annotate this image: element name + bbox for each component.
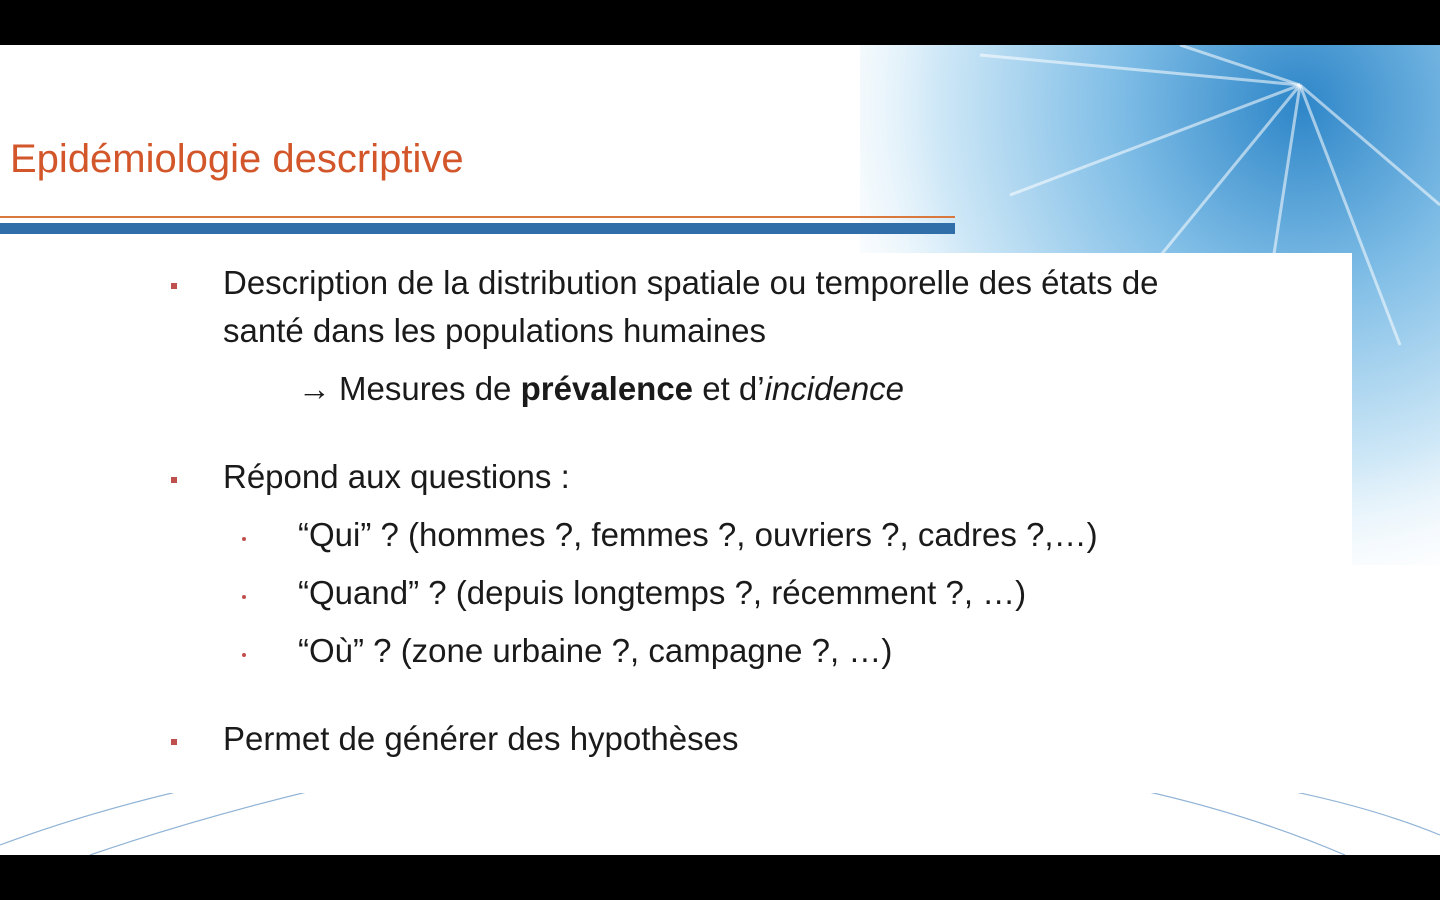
- bullet-3: Permet de générer des hypothèses: [223, 720, 739, 757]
- bullet-2: Répond aux questions :: [223, 458, 570, 495]
- slide-title: Epidémiologie descriptive: [10, 137, 464, 181]
- sub-prefix: Mesures de: [339, 370, 521, 407]
- sub-italic-term: incidence: [764, 370, 905, 407]
- letterbox-bottom: [0, 855, 1440, 900]
- sub-bold-term: prévalence: [520, 370, 694, 407]
- sub-bullet-qui: “Qui” ? (hommes ?, femmes ?, ouvriers ?, cadres ?,…): [298, 516, 1098, 553]
- sub-bullet-marker: [242, 595, 246, 599]
- sub-bullet-marker: [242, 653, 246, 657]
- sub-bullet-marker: [242, 537, 246, 541]
- bullet-marker: [171, 739, 177, 745]
- arrow-right-icon: →: [298, 370, 331, 407]
- title-rule-thick: [0, 223, 955, 234]
- bullet-1-line-2: santé dans les populations humaines: [223, 312, 767, 349]
- bullet-1-sub: [298, 365, 904, 413]
- bullet-1-line-1: Description de la distribution spatiale ou temporelle des états de: [223, 264, 1159, 301]
- bullet-marker: [171, 283, 177, 289]
- slide: [0, 45, 1440, 855]
- sub-bullet-quand: “Quand” ? (depuis longtemps ?, récemment ?, …): [298, 574, 1027, 611]
- sub-bullet-ou: “Où” ? (zone urbaine ?, campagne ?, …): [298, 632, 893, 669]
- letterbox-top: [0, 0, 1440, 45]
- sub-middle: et d’: [693, 370, 765, 407]
- bullet-marker: [171, 477, 177, 483]
- title-rule-thin: [0, 216, 955, 218]
